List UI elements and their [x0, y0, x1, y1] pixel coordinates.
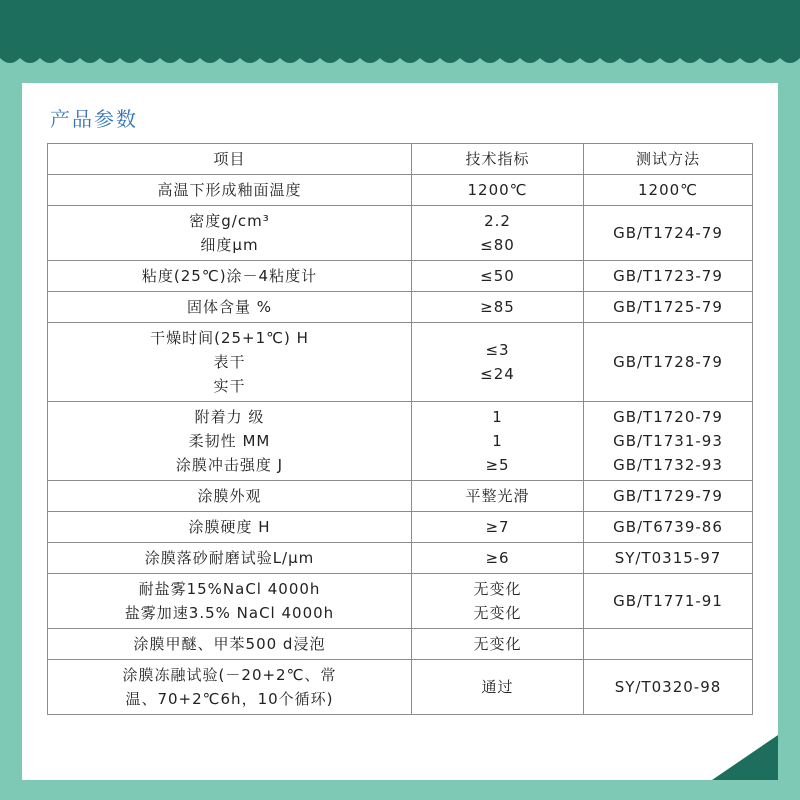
cell-method-line: GB/T1728-79: [613, 353, 723, 371]
cell-item-line: 涂膜冻融试验(－20+2℃、常: [122, 666, 337, 684]
cell-method-line: GB/T1729-79: [613, 487, 723, 505]
cell-item: [48, 543, 412, 574]
cell-spec-line: ≥85: [480, 298, 515, 316]
cell-item-line: 涂膜冲击强度 J: [175, 456, 284, 474]
cell-item-line: 温、70+2℃6h，10个循环): [125, 690, 334, 708]
cell-spec-line: 平整光滑: [465, 487, 530, 505]
header-spec: 技术指标: [412, 144, 584, 175]
cell-spec-line: ≥5: [485, 456, 510, 474]
table-row: [48, 629, 753, 660]
cell-method: [584, 402, 753, 481]
cell-spec-line: 1200℃: [467, 181, 528, 199]
cell-item: [48, 292, 412, 323]
cell-spec-line: 无变化: [473, 604, 522, 622]
cell-spec-line: 1: [492, 432, 503, 450]
cell-spec: [412, 261, 584, 292]
cell-method-line: GB/T1725-79: [613, 298, 723, 316]
cell-method: [584, 629, 753, 660]
header-method: 测试方法: [584, 144, 753, 175]
cell-item: [48, 175, 412, 206]
table-body: [48, 175, 753, 715]
cell-spec: [412, 175, 584, 206]
cell-spec: [412, 402, 584, 481]
cell-method: [584, 512, 753, 543]
cell-item: [48, 660, 412, 715]
cell-method-line: GB/T1723-79: [613, 267, 723, 285]
cell-item: [48, 323, 412, 402]
cell-spec: [412, 206, 584, 261]
table-row: [48, 512, 753, 543]
cell-item: [48, 481, 412, 512]
cell-item: [48, 261, 412, 292]
cell-spec-line: ≥6: [485, 549, 510, 567]
cell-spec-line: 无变化: [473, 580, 522, 598]
cell-method: [584, 323, 753, 402]
cell-spec: [412, 543, 584, 574]
cell-spec-line: 2.2: [484, 212, 511, 230]
cell-method-line: GB/T1771-91: [613, 592, 723, 610]
cell-spec-line: 1: [492, 408, 503, 426]
cell-item-line: 涂膜甲醚、甲苯500 d浸泡: [133, 635, 326, 653]
cell-method-line: GB/T1720-79: [613, 408, 723, 426]
cell-item-line: 密度g/cm³: [189, 212, 270, 230]
cell-method-line: GB/T1724-79: [613, 224, 723, 242]
cell-spec-line: ≤3: [485, 341, 510, 359]
cell-item: [48, 574, 412, 629]
cell-spec-line: 通过: [481, 678, 514, 696]
cell-method: [584, 175, 753, 206]
table-header-row: [48, 144, 753, 175]
cell-method-line: GB/T6739-86: [613, 518, 723, 536]
cell-spec-line: ≤50: [480, 267, 515, 285]
cell-spec: [412, 629, 584, 660]
cell-method: [584, 574, 753, 629]
cell-method-line: SY/T0320-98: [614, 678, 722, 696]
cell-item-line: 表干: [213, 353, 246, 371]
cell-item-line: 细度μm: [200, 236, 259, 254]
cell-spec-line: ≥7: [485, 518, 510, 536]
product-parameters-table: [47, 143, 753, 715]
cell-method: [584, 481, 753, 512]
cell-item-line: 固体含量 %: [186, 298, 273, 316]
cell-spec: [412, 512, 584, 543]
cell-item-line: 盐雾加速3.5% NaCl 4000h: [124, 604, 335, 622]
cell-item-line: 附着力 级: [194, 408, 265, 426]
cell-item-line: 涂膜硬度 H: [188, 518, 271, 536]
cell-method-line: GB/T1731-93: [613, 432, 723, 450]
cell-item-line: 高温下形成釉面温度: [157, 181, 302, 199]
cell-spec-line: 无变化: [473, 635, 522, 653]
cell-spec-line: ≤80: [480, 236, 515, 254]
section-title: 产品参数: [50, 107, 138, 131]
cell-item-line: 涂膜落砂耐磨试验L/μm: [144, 549, 315, 567]
cell-spec: [412, 292, 584, 323]
cell-item: [48, 629, 412, 660]
cell-method: [584, 292, 753, 323]
cell-method: [584, 261, 753, 292]
cell-method-line: GB/T1732-93: [613, 456, 723, 474]
cell-spec: [412, 323, 584, 402]
table-row: [48, 175, 753, 206]
table-row: [48, 402, 753, 481]
cell-spec: [412, 481, 584, 512]
table-row: [48, 323, 753, 402]
top-wave-band: [0, 0, 800, 80]
table-row: [48, 261, 753, 292]
table-row: [48, 574, 753, 629]
table-row: [48, 481, 753, 512]
cell-spec: [412, 660, 584, 715]
content-panel: [22, 83, 778, 780]
cell-item: [48, 402, 412, 481]
cell-item: [48, 512, 412, 543]
table-row: [48, 206, 753, 261]
table-row: [48, 660, 753, 715]
cell-spec: [412, 574, 584, 629]
cell-method-line: 1200℃: [637, 181, 699, 199]
table-row: [48, 543, 753, 574]
cell-item-line: 实干: [213, 377, 246, 395]
cell-spec-line: ≤24: [480, 365, 515, 383]
cell-item-line: 涂膜外观: [197, 487, 262, 505]
table-row: [48, 292, 753, 323]
cell-method: [584, 543, 753, 574]
header-item: 项目: [48, 144, 412, 175]
cell-item-line: 粘度(25℃)涂－4粘度计: [141, 267, 318, 285]
cell-item: [48, 206, 412, 261]
cell-item-line: 柔韧性 MM: [188, 432, 271, 450]
cell-method-line: SY/T0315-97: [614, 549, 722, 567]
cell-method: [584, 206, 753, 261]
cell-method: [584, 660, 753, 715]
cell-item-line: 干燥时间(25+1℃) H: [150, 329, 309, 347]
cell-item-line: 耐盐雾15%NaCl 4000h: [138, 580, 321, 598]
